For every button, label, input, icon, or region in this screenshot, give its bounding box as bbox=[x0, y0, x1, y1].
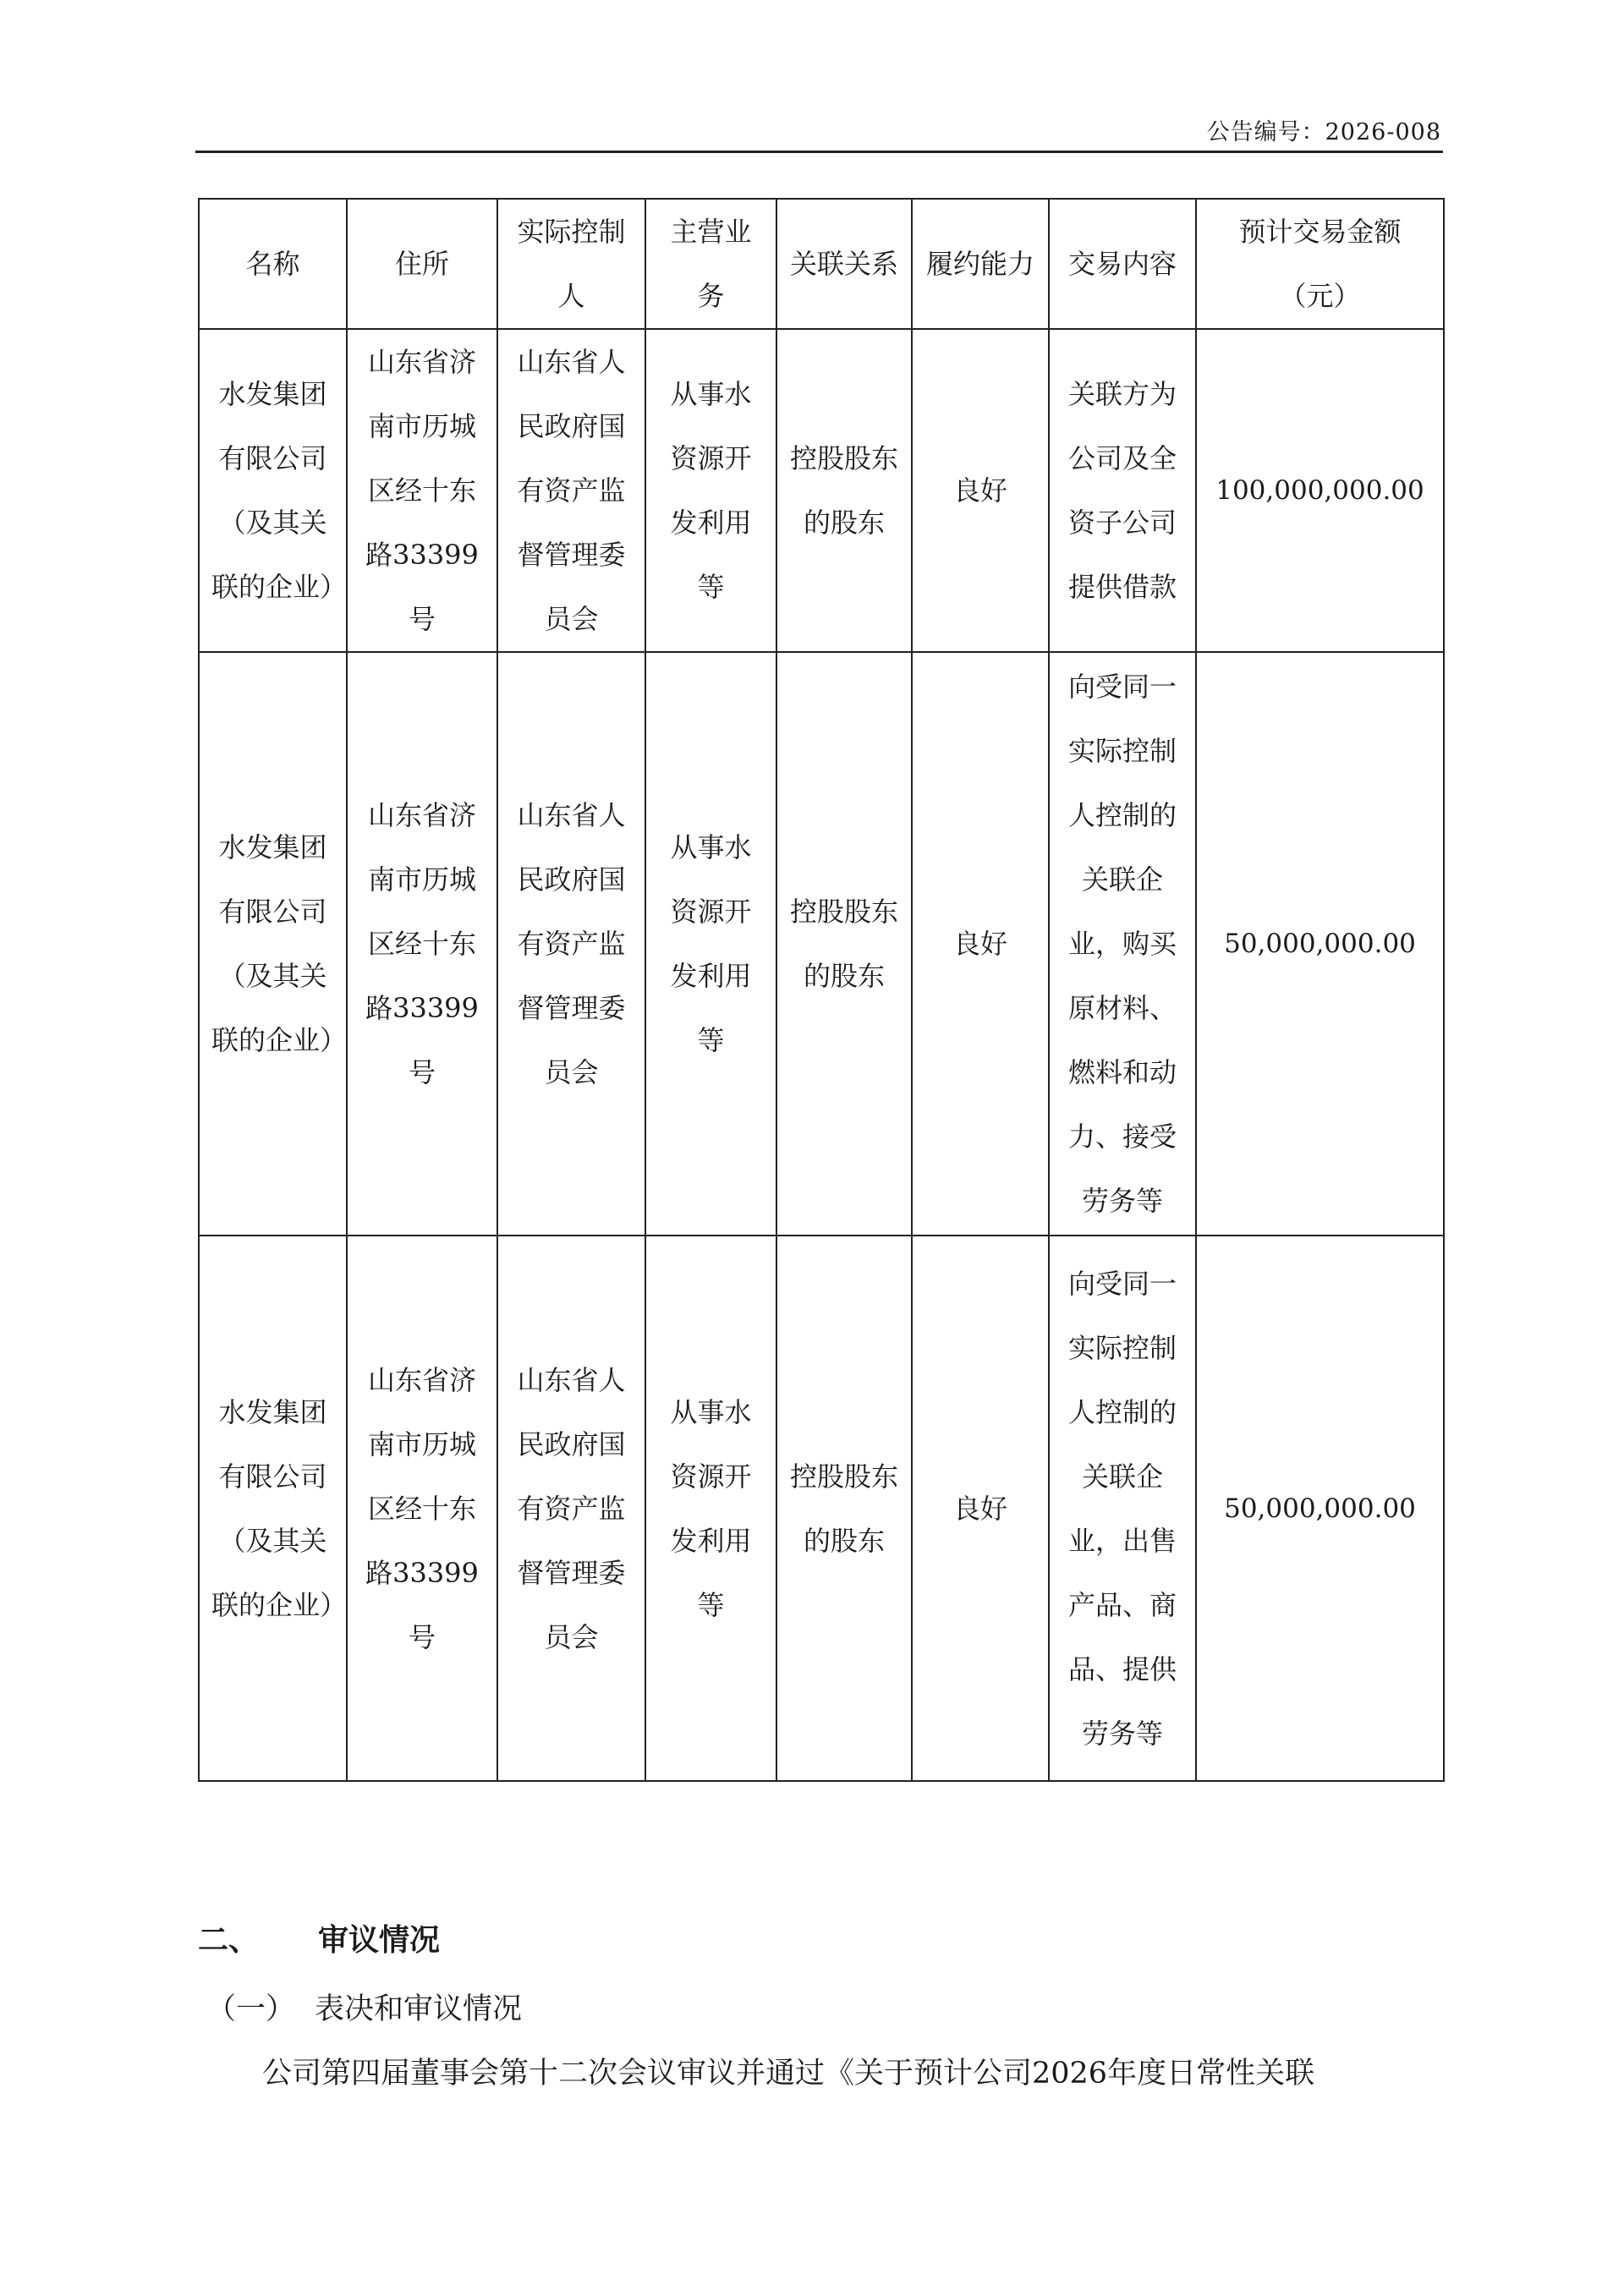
section-number: 二、 bbox=[198, 1922, 260, 1958]
subsection-title: 表决和审议情况 bbox=[315, 1992, 523, 2026]
cell-controller: 山东省人民政府国有资产监督管理委员会 bbox=[497, 1236, 645, 1781]
cell-relation: 控股股东的股东 bbox=[776, 329, 912, 652]
cell-controller: 山东省人民政府国有资产监督管理委员会 bbox=[497, 329, 645, 652]
column-header: 主营业务 bbox=[645, 199, 776, 329]
cell-amount: 50,000,000.00 bbox=[1196, 652, 1444, 1236]
table-row bbox=[199, 1236, 1444, 1781]
section-heading bbox=[198, 1920, 440, 1960]
cell-address: 山东省济南市历城区经十东路33399号 bbox=[347, 1236, 497, 1781]
cell-content: 向受同一实际控制人控制的关联企业，出售产品、商品、提供劳务等 bbox=[1049, 1236, 1196, 1781]
cell-amount: 50,000,000.00 bbox=[1196, 1236, 1444, 1781]
table-row bbox=[199, 652, 1444, 1236]
cell-amount: 100,000,000.00 bbox=[1196, 329, 1444, 652]
column-header: 预计交易金额（元） bbox=[1196, 199, 1444, 329]
cell-business: 从事水资源开发利用等 bbox=[645, 1236, 776, 1781]
subsection-number: （一） bbox=[206, 1992, 296, 2026]
cell-controller: 山东省人民政府国有资产监督管理委员会 bbox=[497, 652, 645, 1236]
column-header: 住所 bbox=[347, 199, 497, 329]
cell-relation: 控股股东的股东 bbox=[776, 1236, 912, 1781]
cell-content: 向受同一实际控制人控制的关联企业，购买原材料、燃料和动力、接受劳务等 bbox=[1049, 652, 1196, 1236]
column-header: 名称 bbox=[199, 199, 347, 329]
column-header: 关联关系 bbox=[776, 199, 912, 329]
cell-business: 从事水资源开发利用等 bbox=[645, 652, 776, 1236]
table-row bbox=[199, 329, 1444, 652]
cell-business: 从事水资源开发利用等 bbox=[645, 329, 776, 652]
cell-capability: 良好 bbox=[912, 329, 1049, 652]
header-divider bbox=[195, 151, 1443, 153]
cell-address: 山东省济南市历城区经十东路33399号 bbox=[347, 329, 497, 652]
cell-capability: 良好 bbox=[912, 1236, 1049, 1781]
cell-address: 山东省济南市历城区经十东路33399号 bbox=[347, 652, 497, 1236]
announcement-code: 公告编号：2026-008 bbox=[1206, 119, 1441, 145]
cell-name: 水发集团有限公司（及其关联的企业） bbox=[199, 1236, 347, 1781]
subsection-heading bbox=[206, 1989, 522, 2030]
column-header: 履约能力 bbox=[912, 199, 1049, 329]
body-paragraph: 公司第四届董事会第十二次会议审议并通过《关于预计公司2026年度日常性关联 bbox=[262, 2057, 1315, 2091]
related-party-transactions-table bbox=[198, 198, 1445, 1782]
section-title: 审议情况 bbox=[318, 1922, 441, 1958]
table-header-row bbox=[199, 199, 1444, 329]
cell-capability: 良好 bbox=[912, 652, 1049, 1236]
column-header: 交易内容 bbox=[1049, 199, 1196, 329]
cell-name: 水发集团有限公司（及其关联的企业） bbox=[199, 329, 347, 652]
column-header: 实际控制人 bbox=[497, 199, 645, 329]
cell-name: 水发集团有限公司（及其关联的企业） bbox=[199, 652, 347, 1236]
cell-content: 关联方为公司及全资子公司提供借款 bbox=[1049, 329, 1196, 652]
cell-relation: 控股股东的股东 bbox=[776, 652, 912, 1236]
